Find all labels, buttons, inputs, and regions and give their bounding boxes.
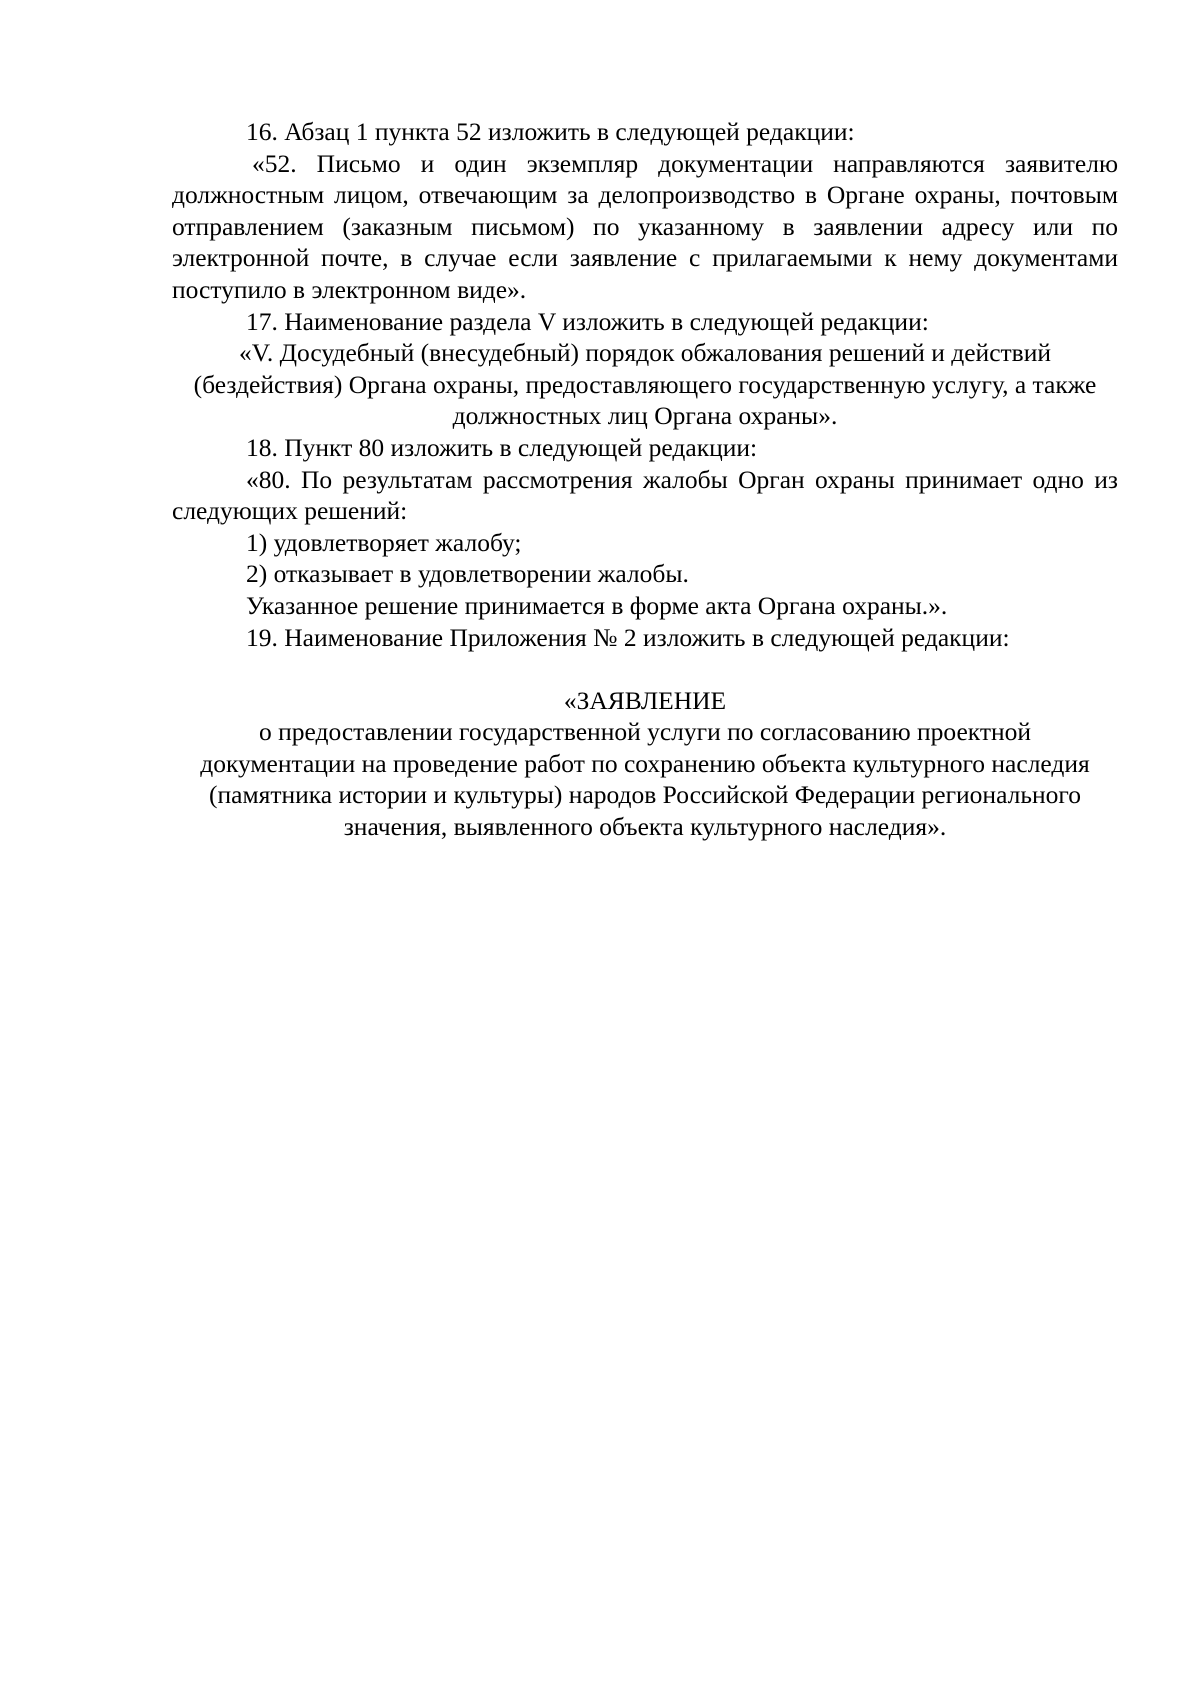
spacer (172, 653, 1118, 685)
paragraph-item-16: 16. Абзац 1 пункта 52 изложить в следующей редакции: (246, 117, 855, 146)
section-v-heading-quote: «V. Досудебный (внесудебный) порядок обжалования решений и действий (бездействия) Органа охраны, предоставляющего государственную услугу, а также должностных лиц Органа охраны». (193, 338, 1097, 431)
statement-subtitle: о предоставлении государственной услуги по согласованию проектной документации на проведение работ по сохранению объекта культурного наследия (памятника истории и культуры) народов Российской Федерации регионального значения, выявленного объекта культурного наследия». (200, 717, 1090, 842)
list-item-2: 2) отказывает в удовлетворении жалобы. (246, 559, 689, 589)
document-body (172, 116, 1118, 843)
statement-title: «ЗАЯВЛЕНИЕ (563, 685, 727, 715)
list-item-1: 1) удовлетворяет жалобу; (246, 527, 522, 557)
paragraph-item-17: 17. Наименование раздела V изложить в следующей редакции: (246, 306, 929, 336)
paragraph-item-80-quote: «80. По результатам рассмотрения жалобы Орган охраны принимает одно из следующих решений: (172, 464, 1118, 526)
paragraph-item-52-quote: «52. Письмо и один экземпляр документации направляются заявителю должностным лицом, отвечающим за делопроизводство в Органе охраны, почтовым отправлением (заказным письмом) по указанному в заявлении адресу или по электронной почте, в случае если заявление с прилагаемыми к нему документами поступило в электронном виде». (172, 148, 1118, 304)
paragraph-item-19: 19. Наименование Приложения № 2 изложить в следующей редакции: (246, 622, 1010, 652)
decision-form-note: Указанное решение принимается в форме акта Органа охраны.». (246, 590, 948, 620)
paragraph-item-18: 18. Пункт 80 изложить в следующей редакции: (246, 432, 758, 462)
